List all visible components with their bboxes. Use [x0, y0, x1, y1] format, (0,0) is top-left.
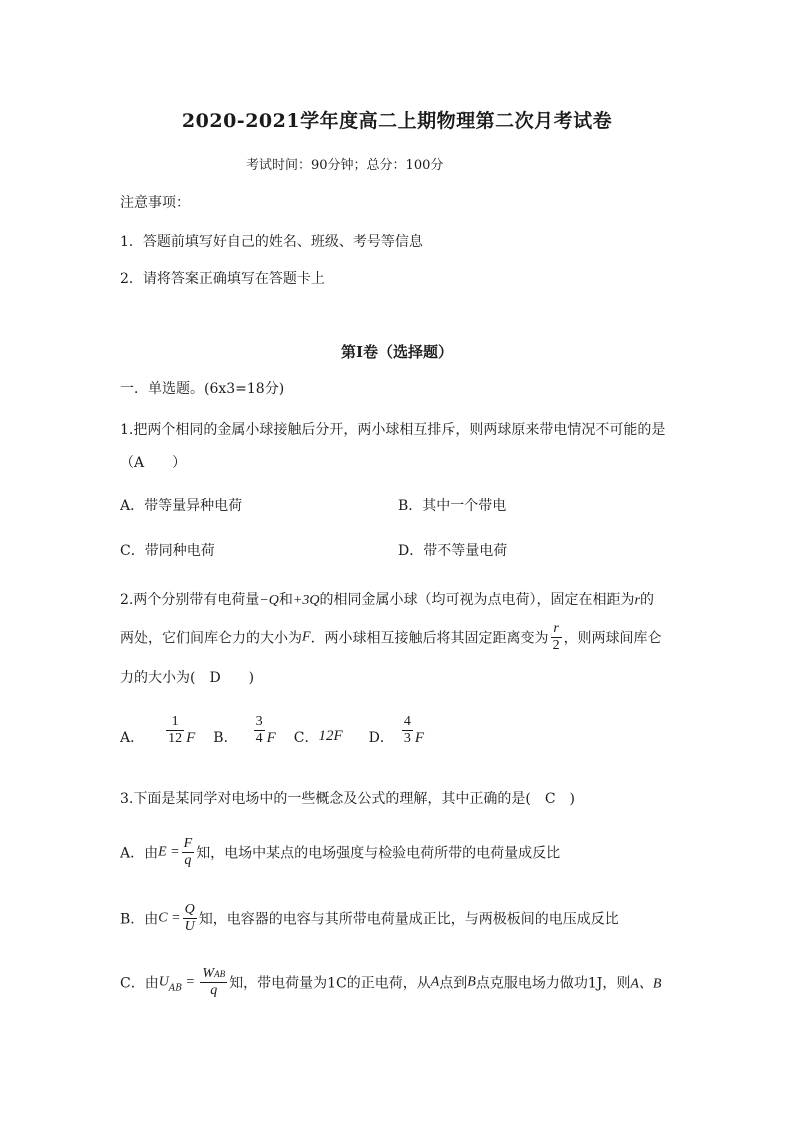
note-item-2: 2．请将答案正确填写在答题卡上 — [120, 271, 325, 287]
q3-a-den: q — [184, 853, 192, 868]
q2-r: r — [634, 593, 640, 608]
q3-a-lhs: E = — [158, 844, 180, 860]
q2-opt-d-den: 3 — [403, 731, 411, 746]
q2-line-3: 力的大小为( D ) — [120, 670, 255, 686]
q3-c-lhs: U — [158, 974, 169, 990]
q3-option-c: C．由$U_{AB}$ = $\frac{\text{WAB}}{q}$ 知，带电荷量为1C的正电荷，从A点到B点克服电场力做功1J，则A、B — [120, 966, 662, 998]
q2-frac-num: r — [551, 621, 562, 638]
q2-opt-b-frac — [254, 714, 265, 747]
q2-charge-1: −Q — [259, 593, 279, 608]
q3-c-B: B — [467, 974, 476, 990]
q3-c-num-wrap — [200, 966, 227, 983]
q3-c-tail: A、B — [630, 976, 662, 992]
q3-c-lhs-sub: AB — [168, 983, 182, 994]
q1-answer: （A ） — [120, 455, 187, 471]
q2-line-2 — [120, 621, 662, 654]
q3-a-num: F — [183, 836, 193, 851]
q3-c-pre: C．由 — [120, 975, 159, 992]
q2-opt-a-num: 1 — [166, 714, 184, 731]
q2-text-1a: 2.两个分别带有电荷量 — [120, 592, 260, 608]
q3-c-post-1: 知，带电荷量为1C的正电荷，从 — [229, 975, 431, 992]
q1-stem: 1.把两个相同的金属小球接触后分开，两小球相互排斥，则两球原来带电情况不可能的是 — [120, 422, 666, 438]
q3-option-a — [120, 836, 560, 869]
q2-opt-a-frac — [166, 714, 184, 747]
q3-stem: 3.下面是某同学对电场中的一些概念及公式的理解，其中正确的是( C ) — [120, 791, 575, 807]
q3-c-den: q — [210, 983, 218, 998]
q3-b-post: 知，电容器的电容与其所带电荷量成正比，与两极板间的电压成反比 — [198, 911, 619, 928]
q2-opt-b-den: 4 — [255, 731, 263, 746]
q3-a-post: 知，电场中某点的电场强度与检验电荷所带的电荷量成反比 — [196, 845, 561, 862]
q2-text-1b: 的相同金属小球（均可视为点电荷），固定在相距为 — [319, 592, 635, 608]
q2-fraction — [551, 621, 562, 654]
q2-opt-d-frac — [402, 714, 413, 747]
q2-opt-b-F: F — [266, 730, 276, 746]
q3-b-den: U — [184, 919, 195, 934]
q2-line-1 — [120, 589, 654, 609]
q1-option-a: A．带等量异种电荷 — [120, 498, 243, 514]
q2-charge-2: +3Q — [292, 593, 320, 608]
q2-opt-a-label: A． — [120, 730, 145, 746]
q3-b-lhs: C = — [158, 910, 181, 926]
q2-opt-c-label: C． — [293, 730, 319, 746]
part-title: 一．单选题。(6x3=18分) — [120, 381, 285, 397]
q2-opt-a-den: 12 — [168, 731, 183, 746]
q2-F: F — [302, 629, 311, 645]
q3-b-frac — [183, 902, 197, 935]
q3-a-frac — [182, 836, 195, 869]
q2-text-2c: ，则两球间库仑 — [563, 630, 662, 647]
q3-a-pre: A．由 — [120, 845, 159, 862]
q3-c-num-sub: AB — [214, 969, 226, 979]
q2-opt-b-label: B． — [213, 730, 238, 746]
q3-c-post-3: 点克服电场力做功1J，则 — [475, 975, 631, 992]
q2-text-2b: ．两小球相互接触后将其固定距离变为 — [310, 630, 549, 647]
q1-option-d: D．带不等量电荷 — [398, 543, 508, 559]
q3-c-frac — [200, 966, 227, 999]
q2-opt-d-F: F — [414, 730, 425, 746]
q2-opt-a-F: F — [186, 730, 196, 746]
q3-b-pre: B．由 — [120, 911, 159, 928]
q3-option-b — [120, 902, 619, 935]
notes-heading: 注意事项： — [120, 195, 190, 211]
q2-opt-c-value: 12F — [318, 728, 343, 744]
q1-option-b: B．其中一个带电 — [398, 498, 507, 514]
q3-b-num: Q — [184, 902, 195, 917]
q1-option-c: C．带同种电荷 — [120, 543, 215, 559]
q2-opt-d-num: 4 — [403, 714, 411, 729]
q2-text-and: 和 — [278, 592, 293, 608]
q2-text-1c: 的 — [639, 592, 654, 608]
q3-c-num: W — [202, 966, 215, 981]
q2-opt-d-label: D． — [368, 730, 394, 746]
q2-options — [120, 714, 424, 747]
q2-text-2a: 两处，它们间库仑力的大小为 — [120, 630, 302, 647]
q2-opt-b-num: 3 — [255, 714, 263, 729]
q3-c-post-2: 点到 — [439, 975, 468, 992]
section-title: 第I卷（选择题） — [340, 343, 454, 361]
q3-c-A: A — [430, 974, 440, 990]
q2-frac-den: 2 — [552, 638, 560, 653]
note-item-1: 1．答题前填写好自己的姓名、班级、考号等信息 — [120, 234, 423, 250]
exam-info: 考试时间：90分钟；总分：100分 — [246, 158, 444, 173]
page-title: 2020-2021学年度高二上期物理第二次月考试卷 — [181, 110, 613, 132]
